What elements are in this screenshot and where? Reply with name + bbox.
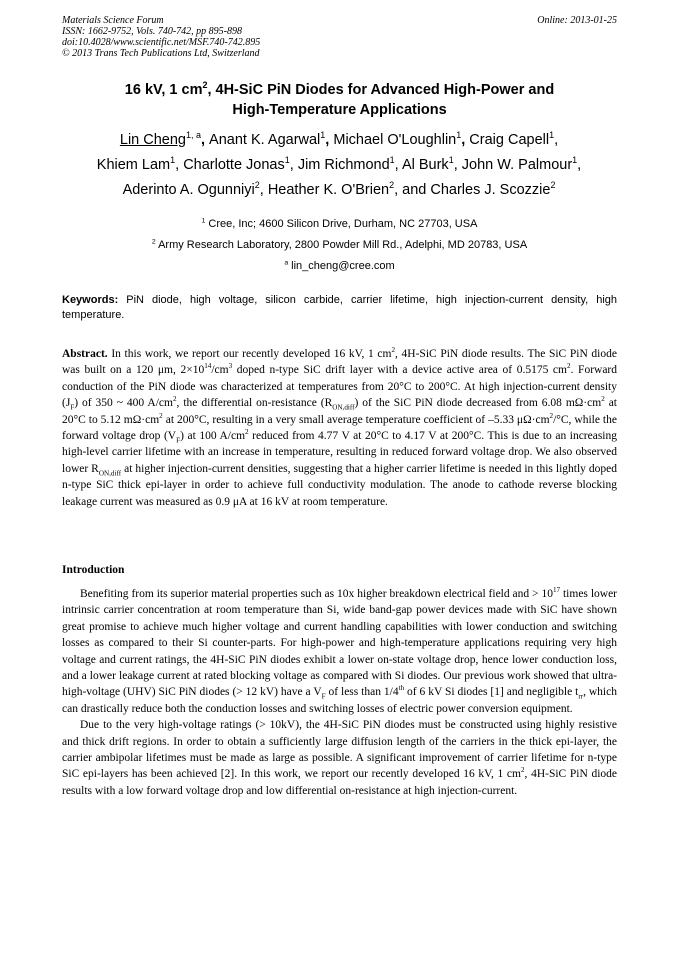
author-affil: 1 xyxy=(320,130,326,141)
abstract-sub: F xyxy=(176,436,181,445)
author-name: Craig Capell xyxy=(469,132,550,148)
abstract-text: at 200°C, resulting in a very small average temperature coefficient of –5.33 μΩ·cm xyxy=(162,413,550,426)
abstract-sup: 2 xyxy=(391,346,396,355)
author-name: Lin Cheng xyxy=(119,132,186,148)
abstract-text: ) of 350 ~ 400 A/cm xyxy=(74,397,173,410)
abstract-text: , 4H-SiC PiN diode results. The SiC PiN diode was built on a 120 μm, 2×10 xyxy=(62,348,617,377)
section-heading-introduction: Introduction xyxy=(62,564,125,576)
author-name: Aderinto A. Ogunniyi xyxy=(122,182,255,198)
abstract-sup: 14 xyxy=(204,362,212,371)
author-affil: 2 xyxy=(389,180,395,191)
title-text: , 4H-SiC PiN Diodes for Advanced High-Power and xyxy=(207,82,555,98)
abstract-text: . Forward conduction of the PiN diode was characterized at temperatures from 20°C to 200°C. At high injection-current density (J xyxy=(62,364,618,410)
paper-title xyxy=(62,80,617,120)
author-name: and Charles J. Scozzie xyxy=(402,182,551,198)
author-sep: , xyxy=(289,157,298,173)
title-superscript: 2 xyxy=(202,80,208,91)
abstract-label: Abstract. xyxy=(62,348,108,360)
author-sep: , xyxy=(200,132,210,148)
author-sep: , xyxy=(394,157,402,173)
intro-text: of less than 1/4 xyxy=(325,686,399,699)
keywords xyxy=(62,293,617,323)
abstract-text: reduced from 4.77 V at 20°C to 4.17 V at 200°C. This is due to an increasing high-level carrier lifetime with an increase in temperature, resulting in reduced forward voltage drop. We also observed lower R xyxy=(62,430,618,475)
author-list xyxy=(55,128,623,203)
abstract-sup: 2 xyxy=(245,428,249,437)
author-affil: 2 xyxy=(254,180,260,191)
author-name: Heather K. O'Brien xyxy=(267,182,390,198)
intro-text: , which can drastically reduce both the conduction losses and switching losses of electric power conversion equipment. xyxy=(62,686,617,715)
affiliation-2 xyxy=(62,235,617,256)
abstract-text: ) at 100 A/cm xyxy=(180,430,246,443)
author-affil: 1 xyxy=(284,155,290,166)
abstract-text: In this work, we report our recently developed 16 kV, 1 cm xyxy=(107,348,392,360)
author-name: Anant K. Agarwal xyxy=(209,132,321,148)
author-affil: 1 xyxy=(448,155,454,166)
author xyxy=(268,182,402,198)
abstract-text: /°C, while the forward voltage drop (V xyxy=(62,413,617,443)
author-name: Charlotte Jonas xyxy=(183,157,285,173)
author xyxy=(97,157,183,173)
doi-line: doi:10.4028/www.scientific.net/MSF.740-742.895 xyxy=(62,37,261,48)
affil-mark: a xyxy=(284,259,289,267)
abstract-text: , the differential on-resistance (R xyxy=(176,397,333,410)
abstract-sup: 2 xyxy=(601,395,605,404)
abstract-text: /cm xyxy=(211,364,229,377)
keywords-label: Keywords: xyxy=(62,294,119,306)
intro-text: of 6 kV Si diodes [1] and negligible t xyxy=(404,686,579,699)
author-affil: 1 xyxy=(170,155,176,166)
abstract-text: at higher injection-current densities, suggesting that a higher carrier lifetime is needed in this lightly doped n-type SiC thick epi-layer in order to achieve full conductivity modulation. The anode to cathode reverse blocking leakage current was measured as 0.9 μA at 16 kV at room temperature. xyxy=(62,462,618,508)
abstract-text: ) of the SiC PiN diode decreased from 6.08 mΩ·cm xyxy=(354,397,602,410)
intro-sup: 17 xyxy=(552,586,561,595)
keywords-text: PiN diode, high voltage, silicon carbide, carrier lifetime, high injection-current density, high temperature. xyxy=(62,294,617,321)
author-name: Al Burk xyxy=(401,157,449,173)
introduction-body xyxy=(62,586,617,799)
author-affil: 1, a xyxy=(185,130,201,141)
intro-sup: th xyxy=(398,684,405,693)
author-affil: 1 xyxy=(389,155,395,166)
email-line xyxy=(62,256,617,277)
author-affil: 1 xyxy=(572,155,578,166)
author-name: Michael O'Loughlin xyxy=(333,132,457,148)
affil-text: Army Research Laboratory, 2800 Powder Mill Rd., Adelphi, MD 20783, USA xyxy=(155,239,528,251)
affiliations xyxy=(62,214,617,277)
author xyxy=(402,157,462,173)
title-text: 16 kV, 1 cm xyxy=(124,82,203,98)
issn-line: ISSN: 1662-9752, Vols. 740-742, pp 895-898 xyxy=(62,26,242,37)
intro-text: , 4H-SiC PiN diode results with a low forward voltage drop and low differential on-resistance at high injection-current. xyxy=(62,768,617,797)
abstract-sup: 2 xyxy=(549,411,554,420)
affil-text: Cree, Inc; 4600 Silicon Drive, Durham, NC 27703, USA xyxy=(205,218,478,230)
intro-sup: 2 xyxy=(520,766,525,775)
intro-sub: rr xyxy=(578,692,584,701)
author xyxy=(469,132,558,148)
author xyxy=(183,157,298,173)
author xyxy=(402,182,555,198)
intro-sub: F xyxy=(321,692,326,701)
author-affil: 1 xyxy=(549,130,555,141)
affil-mark: 1 xyxy=(201,217,206,225)
abstract-sup: 3 xyxy=(228,362,233,371)
intro-paragraph-1 xyxy=(62,586,617,717)
author-affil: 2 xyxy=(550,180,556,191)
affiliation-1 xyxy=(62,214,617,235)
intro-text: Due to the very high-voltage ratings (> 10kV), the 4H-SiC PiN diodes must be constructed using highly resistive and thick drift regions. In order to obtain a sufficiently large diffusion length of the carriers in the thick epi-layer, the carrier ambipolar lifetimes must be made as large as possible. A significant improvement of carrier lifetime for n-type SiC epi-layers has been achieved [2]. In this work, we report our recently developed 16 kV, 1 cm xyxy=(62,719,617,781)
author xyxy=(123,182,268,198)
author-name: John W. Palmour xyxy=(461,157,573,173)
email-text: lin_cheng@cree.com xyxy=(288,260,395,272)
intro-text: Benefiting from its superior material properties such as 10x higher breakdown electrical field and > 10 xyxy=(80,588,553,600)
author-sep: , xyxy=(453,157,462,173)
journal-header xyxy=(62,15,617,59)
abstract xyxy=(62,346,617,510)
intro-text: times lower intrinsic carrier concentration at room temperature than Si, wide band-gap power devices made with SiC have shown great promise to achieve much higher voltage and current handling capabilities with lower conduction and switching losses as compared to their Si counter-parts. For high-power and high-temperature applications requiring very high voltage and current ratings, the 4H-SiC PiN diodes exhibit a lower on-state voltage drop, hence lower conduction loss, and a lower leakage current at rated blocking voltage as compared with Si diodes. Our previous work showed that ultra-high-voltage (UHV) SiC PiN diodes (> 12 kV) have a V xyxy=(62,588,617,699)
abstract-text: doped n-type SiC drift layer with a device active area of 0.5175 cm xyxy=(232,364,567,377)
author xyxy=(333,132,469,148)
author-affil: 1 xyxy=(456,130,462,141)
abstract-text: at 20°C to 5.12 mΩ·cm xyxy=(62,397,617,426)
author-sep: , xyxy=(175,157,184,173)
journal-name: Materials Science Forum xyxy=(62,15,164,26)
author-sep: , xyxy=(577,157,582,173)
author xyxy=(120,132,209,148)
abstract-sup: 2 xyxy=(172,395,177,404)
author-sep: , xyxy=(461,132,470,148)
affil-mark: 2 xyxy=(151,238,156,246)
author-sep: , xyxy=(554,132,559,148)
abstract-sup: 2 xyxy=(567,362,571,371)
author xyxy=(462,157,581,173)
copyright-line: © 2013 Trans Tech Publications Ltd, Switzerland xyxy=(62,48,260,59)
online-date: Online: 2013-01-25 xyxy=(537,15,617,26)
intro-paragraph-2 xyxy=(62,717,617,799)
abstract-sub: F xyxy=(70,403,75,412)
author-sep: , xyxy=(259,182,268,198)
author xyxy=(209,132,333,148)
author-sep: , xyxy=(394,182,403,198)
author-sep: , xyxy=(325,132,334,148)
abstract-sup: 2 xyxy=(159,411,163,420)
author-name: Jim Richmond xyxy=(297,157,390,173)
abstract-sub: ON,diff xyxy=(98,469,122,478)
abstract-sub: ON,diff xyxy=(332,403,355,412)
author-name: Khiem Lam xyxy=(96,157,171,173)
title-line-2: High-Temperature Applications xyxy=(232,102,447,118)
author xyxy=(298,157,402,173)
